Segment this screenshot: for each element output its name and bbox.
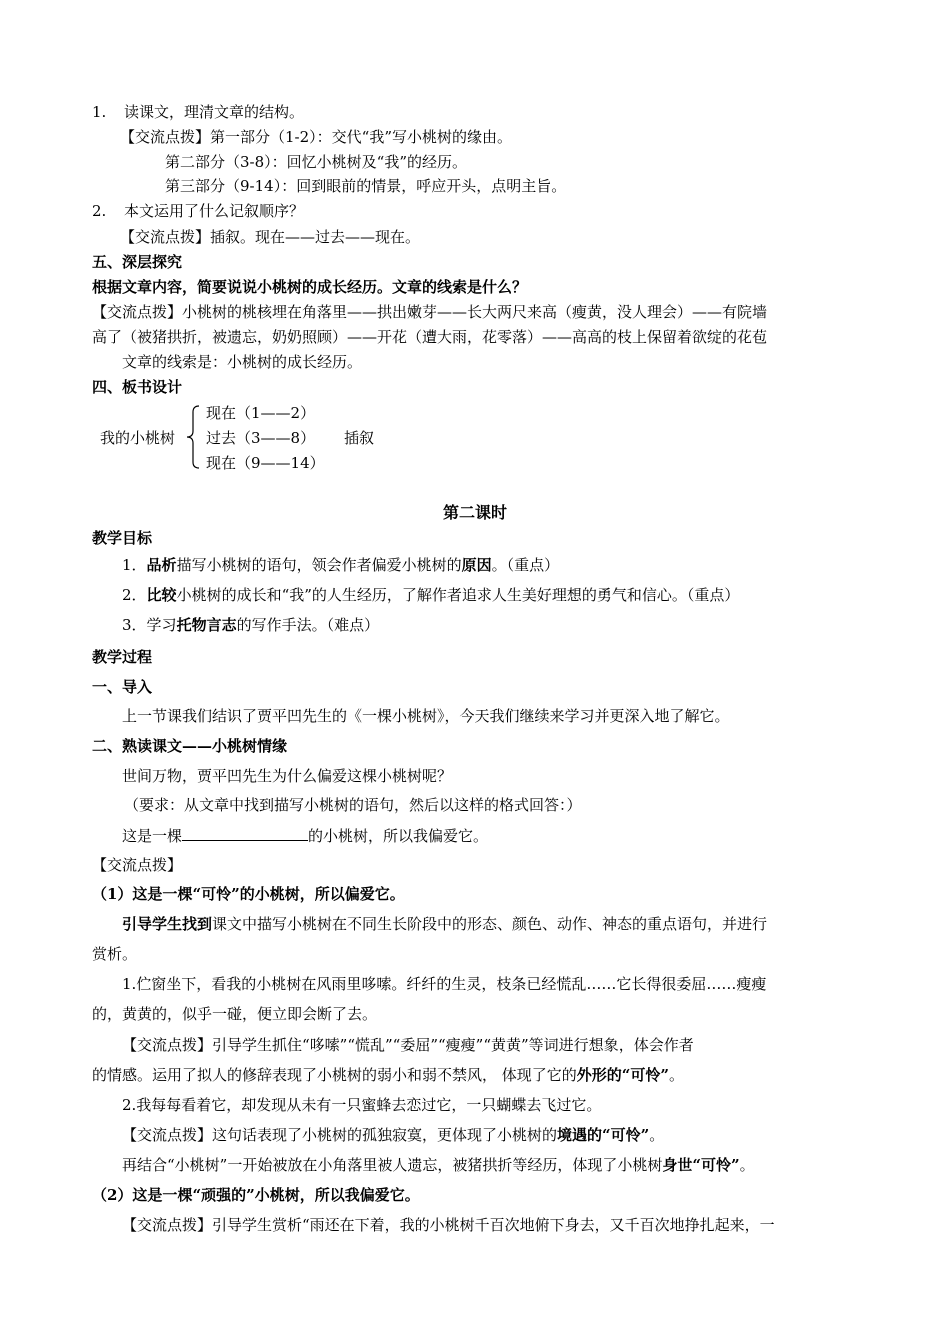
sentence-1-tip-line-2: 的情感。运用了拟人的修辞表现了小桃树的弱小和弱不禁风， 体现了它的外形的“可怜”。: [92, 1066, 685, 1084]
point-2-heading: （2）这是一棵“顽强的”小桃树，所以我偏爱它。: [92, 1186, 420, 1204]
sentence-2: 2.我每每看着它，却发现从未有一只蜜蜂去恋过它，一只蝴蝶去飞过它。: [122, 1096, 602, 1114]
q1-answer-line-1: 【交流点拨】第一部分（1-2）：交代“我”写小桃树的缘由。: [120, 128, 512, 146]
goal-1: 1．品析描写小桃树的语句，领会作者偏爱小桃树的原因。（重点）: [122, 556, 560, 574]
sentence-1-line-1: 1.伫窗坐下，看我的小桃树在风雨里哆嗦。纤纤的生灵，枝条已经慌乱……它长得很委屈……瘦瘦: [122, 975, 767, 993]
read-heading: 二、熟读课文——小桃树情缘: [92, 737, 288, 755]
lesson-2-title: 第二课时: [442, 503, 507, 522]
section-5-answer-line-3: 文章的线索是：小桃树的成长经历。: [122, 353, 363, 371]
sentence-3: 再结合“小桃树”一开始被放在小角落里被人遗忘，被猪拱折等经历，体现了小桃树身世“可怜”。: [122, 1156, 755, 1174]
guide-line-2: 赏析。: [92, 945, 138, 963]
point-2-tip: 【交流点拨】引导学生赏析“雨还在下着，我的小桃树千百次地俯下身去，又千百次地挣扎起来，一: [122, 1216, 775, 1234]
q1-answer-line-2: 第二部分（3-8）：回忆小桃树及“我”的经历。: [165, 153, 467, 171]
tip-label: 【交流点拨】: [92, 856, 183, 874]
goal-2: 2．比较小桃树的成长和“我”的人生经历，了解作者追求人生美好理想的勇气和信心。（重点）: [122, 586, 740, 604]
q1-answer-line-3: 第三部分（9-14）：回到眼前的情景，呼应开头，点明主旨。: [165, 177, 567, 195]
board-side-note: 插叙: [344, 429, 375, 447]
section-5-answer-line-1: 【交流点拨】小桃树的桃核埋在角落里——拱出嫩芽——长大两尺来高（瘦黄，没人理会）——有院墙: [92, 303, 768, 321]
board-branch-1: 现在（1——2）: [206, 404, 316, 422]
process-heading: 教学过程: [92, 648, 153, 666]
fill-blank: [182, 825, 308, 841]
section-4-heading: 四、板书设计: [92, 378, 183, 396]
read-requirement: （要求：从文章中找到描写小桃树的语句，然后以这样的格式回答：）: [124, 796, 582, 814]
goal-3: 3．学习托物言志的写作手法。（难点）: [122, 616, 380, 634]
intro-text: 上一节课我们结识了贾平凹先生的《一棵小桃树》，今天我们继续来学习并更深入地了解它。: [122, 707, 730, 725]
board-root: 我的小桃树: [100, 429, 176, 447]
q2-answer: 【交流点拨】插叙。现在——过去——现在。: [120, 228, 421, 246]
guide-line-1: 引导学生找到课文中描写小桃树在不同生长阶段中的形态、颜色、动作、神态的重点语句，并进行: [122, 915, 768, 933]
sentence-1-line-2: 的，黄黄的，似乎一碰，便立即会断了去。: [92, 1005, 378, 1023]
intro-heading: 一、导入: [92, 678, 153, 696]
board-branch-2: 过去（3——8）: [206, 429, 316, 447]
sentence-1-tip-line-1: 【交流点拨】引导学生抓住“哆嗦”“慌乱”“委屈”“瘦瘦”“黄黄”等词进行想象，体会作者: [122, 1036, 694, 1054]
section-5-answer-line-2: 高了（被猪拱折，被遗忘，奶奶照顾）——开花（遭大雨，花零落）——高高的枝上保留着欲绽的花苞: [92, 328, 768, 346]
sentence-2-tip: 【交流点拨】这句话表现了小桃树的孤独寂寞，更体现了小桃树的境遇的“可怜”。: [122, 1126, 665, 1144]
fill-in-sentence: 这是一棵 的小桃树，所以我偏爱它。: [122, 827, 489, 845]
section-5-question: 根据文章内容，简要说说小桃树的成长经历。文章的线索是什么？: [92, 278, 528, 296]
question-2: 2. 本文运用了什么记叙顺序？: [92, 202, 305, 220]
board-branch-3: 现在（9——14）: [206, 454, 325, 472]
goals-heading: 教学目标: [92, 529, 153, 547]
point-1-heading: （1）这是一棵“可怜”的小桃树，所以偏爱它。: [92, 885, 405, 903]
brace-icon: [186, 404, 200, 470]
read-question: 世间万物，贾平凹先生为什么偏爱这棵小桃树呢？: [122, 767, 453, 785]
section-5-heading: 五、深层探究: [92, 253, 183, 271]
question-1: 1. 读课文，理清文章的结构。: [92, 103, 305, 121]
